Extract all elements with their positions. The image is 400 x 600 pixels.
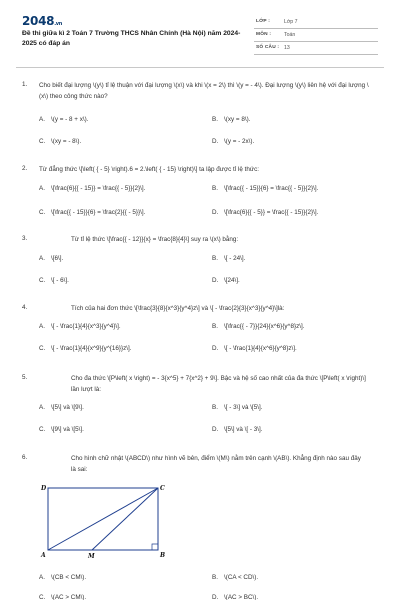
option-d[interactable]: [212, 594, 258, 600]
segment-mc: [92, 488, 158, 550]
option-text: \(AC > BC\).: [224, 594, 259, 600]
option-a[interactable]: [39, 574, 86, 581]
option-d[interactable]: [212, 345, 297, 352]
right-angle-mark: [152, 544, 158, 550]
option-text: \(y = - 2x\).: [224, 138, 255, 145]
option-label: A.: [39, 185, 45, 192]
document-header: [22, 14, 378, 58]
option-label: C.: [39, 138, 46, 145]
option-c[interactable]: [39, 345, 132, 352]
document-title: Đề thi giữa kì 2 Toán 7 Trường THCS Nhân Chính (Hà Nội) năm 2024-2025 có đáp án: [22, 30, 241, 47]
meta-row-subject: [254, 29, 378, 42]
option-label: B.: [212, 116, 218, 123]
option-label: A.: [39, 574, 45, 581]
option-a[interactable]: [39, 323, 121, 330]
option-text: \(xy = 8\).: [224, 116, 251, 123]
option-b[interactable]: [212, 255, 245, 262]
site-logo[interactable]: [22, 14, 62, 28]
question-text: Từ tỉ lệ thức \[\frac{{ - 12}}{x} = \frac{8}{4}\] suy ra \(x\) bằng:: [71, 236, 239, 243]
option-label: C.: [39, 209, 46, 216]
meta-table: [254, 16, 378, 55]
option-text: \(xy = - 8\).: [51, 138, 82, 145]
question-number: 1.: [22, 81, 28, 88]
option-label: C.: [39, 345, 46, 352]
option-text: \[9\] và \[5\].: [51, 426, 84, 433]
option-label: C.: [39, 426, 46, 433]
logo-suffix: .vn: [54, 21, 63, 27]
option-label: D.: [212, 138, 219, 145]
rectangle-figure: [38, 480, 168, 560]
label-c: C: [160, 485, 165, 492]
option-text: \[6\].: [51, 255, 64, 262]
option-label: D.: [212, 277, 219, 284]
option-a[interactable]: [39, 255, 63, 262]
question-number: 3.: [22, 235, 28, 242]
option-label: D.: [212, 209, 219, 216]
question-number: 5.: [22, 374, 28, 381]
option-label: A.: [39, 116, 45, 123]
option-text: \[5\] và \[ - 3\].: [224, 426, 263, 433]
option-b[interactable]: [212, 185, 318, 192]
question-text: Cho hình chữ nhật \(ABCD\) như hình vẽ bên, điểm \(M\) nằm trên cạnh \(AB\). Khẳng định nào sau đây là sai:: [71, 455, 361, 473]
option-label: D.: [212, 594, 219, 600]
meta-value: Lớp 7: [284, 19, 298, 25]
option-text: \[\frac{{ - 15}}{6} = \frac{2}{{ - 5}}\].: [51, 209, 146, 216]
question-number: 4.: [22, 304, 28, 311]
meta-row-class: [254, 16, 378, 29]
option-text: \(CB < CM\).: [51, 574, 87, 581]
logo-main: 2048: [22, 14, 55, 28]
option-label: A.: [39, 404, 45, 411]
option-text: \(AC > CM\).: [51, 594, 87, 600]
option-label: A.: [39, 323, 45, 330]
meta-value: 13: [284, 45, 290, 51]
meta-value: Toán: [284, 32, 296, 38]
question-number: 2.: [22, 165, 28, 172]
option-text: \[ - \frac{1}{4}{x^6}{y^8}z\].: [224, 345, 297, 352]
option-text: \[ - 24\].: [224, 255, 246, 262]
meta-key: MÔN :: [256, 32, 272, 37]
option-text: \[\frac{6}{{ - 5}} = \frac{{ - 15}}{2}\].: [224, 209, 319, 216]
option-c[interactable]: [39, 426, 84, 433]
option-b[interactable]: [212, 574, 258, 581]
option-text: \(y = - 8 + x\).: [51, 116, 89, 123]
meta-row-count: [254, 42, 378, 55]
option-c[interactable]: [39, 209, 145, 216]
option-b[interactable]: [212, 116, 250, 123]
question-text: Cho đa thức \[P\left( x \right) = - 3{x^5} + 7{x^2} + 9\]. Bậc và hệ số cao nhất của đa thức \[P\left( x \right)\] lần lượt là:: [71, 375, 366, 393]
option-label: A.: [39, 255, 45, 262]
option-c[interactable]: [39, 594, 86, 600]
option-text: \[5\] và \[9\].: [51, 404, 84, 411]
label-a: A: [41, 552, 46, 559]
option-d[interactable]: [212, 426, 263, 433]
meta-key: SỐ CÂU :: [256, 45, 280, 50]
question-number: 6.: [22, 454, 28, 461]
option-label: C.: [39, 277, 46, 284]
option-text: \[24\].: [224, 277, 240, 284]
option-b[interactable]: [212, 323, 305, 330]
label-d: D: [41, 485, 47, 492]
segment-ac: [48, 488, 158, 550]
option-text: \[ - \frac{1}{4}{x^9}{y^{16}}z\].: [51, 345, 132, 352]
option-label: B.: [212, 404, 218, 411]
header-divider: [16, 67, 384, 68]
option-text: \[ - 3\] và \[5\].: [224, 404, 263, 411]
label-b: B: [160, 552, 166, 559]
option-a[interactable]: [39, 116, 88, 123]
option-d[interactable]: [212, 138, 254, 145]
option-label: C.: [39, 594, 46, 600]
question-text: Từ đẳng thức \[\left( { - 5} \right).6 = 2.\left( { - 15} \right)\] ta lập được tỉ lệ thức:: [39, 166, 259, 173]
option-text: \[ - 6\].: [51, 277, 69, 284]
option-b[interactable]: [212, 404, 263, 411]
option-a[interactable]: [39, 404, 84, 411]
option-c[interactable]: [39, 277, 69, 284]
option-a[interactable]: [39, 185, 145, 192]
option-label: D.: [212, 426, 219, 433]
option-label: B.: [212, 574, 218, 581]
question-text: Cho biết đại lượng \(y\) tỉ lệ thuận với đại lượng \(x\) và khi \(x = 2\) thì \(y = - 4\). Đại lượng \(y\) liên hệ với đại lượng \(x\) theo công thức nào?: [39, 82, 369, 100]
option-text: \[\frac{{ - 15}}{6} = \frac{{ - 5}}{2}\].: [224, 185, 319, 192]
option-text: \[\frac{{ - 7}}{24}{x^6}{y^8}z\].: [224, 323, 305, 330]
option-c[interactable]: [39, 138, 81, 145]
option-d[interactable]: [212, 277, 240, 284]
option-label: B.: [212, 255, 218, 262]
option-text: \[ - \frac{1}{4}{x^3}{y^4}\].: [51, 323, 121, 330]
option-label: D.: [212, 345, 219, 352]
option-text: \(CA < CD\).: [224, 574, 259, 581]
option-d[interactable]: [212, 209, 318, 216]
label-m: M: [88, 553, 95, 560]
option-text: \[\frac{6}{{ - 15}} = \frac{{ - 5}}{2}\].: [51, 185, 146, 192]
option-label: B.: [212, 185, 218, 192]
question-text: Tích của hai đơn thức \[\frac{3}{8}{x^3}{y^4}z\] và \[ - \frac{2}{3}{x^3}{y^4}\]là:: [71, 305, 285, 312]
meta-key: LỚP :: [256, 19, 271, 24]
option-label: B.: [212, 323, 218, 330]
